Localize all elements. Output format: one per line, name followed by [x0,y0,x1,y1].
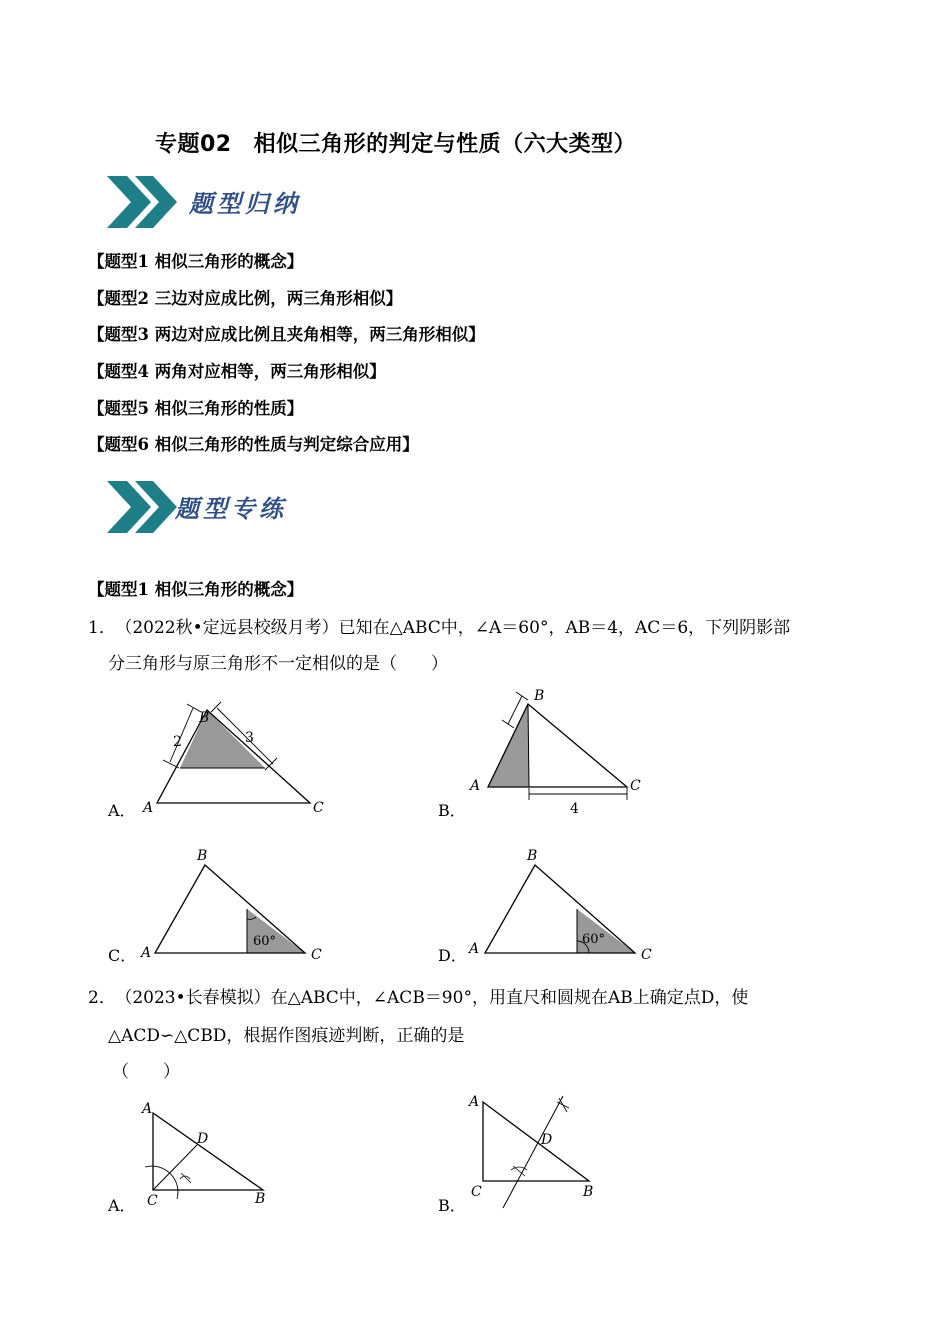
question-text: 在△ABC中，∠ACB＝90°，用直尺和圆规在AB上确定点D，使 [270,988,749,1008]
q1-figure-d[interactable] [465,845,665,970]
q1-figure-a[interactable] [135,700,335,825]
dimension-tick [502,720,514,728]
summary-banner [105,170,325,240]
question-1-line-1 [88,616,790,640]
option-a-label[interactable]: A． [108,801,136,820]
point-d: D [541,1132,553,1148]
list-item: 【题型3 两边对应成比例且夹角相等，两三角形相似】 [88,325,485,345]
answer-bracket: （ ） [112,1062,180,1082]
practice-banner [105,475,325,545]
summary-banner-text: 题型归纳 [189,189,301,218]
q1-figure-c[interactable] [135,845,335,970]
vertex-a: A [142,1101,153,1117]
list-item: 【题型6 相似三角形的性质与判定综合应用】 [88,435,419,455]
dimension-tick [163,760,179,768]
question-number: 2． [88,988,116,1008]
option-c-label[interactable]: C． [108,946,137,965]
angle-60: 60° [582,932,606,947]
question-text: 已知在△ABC中，∠A＝60°，AB＝4，AC＝6，下列阴影部 [338,618,791,638]
point-d: D [197,1131,209,1147]
length-2: 2 [173,734,182,750]
list-item: 【题型4 两角对应相等，两三角形相似】 [88,362,386,382]
perpendicular-line [503,1096,563,1208]
vertex-c: C [630,778,641,794]
section-heading: 【题型1 相似三角形的概念】 [88,580,304,599]
page-title [155,127,636,158]
vertex-a: A [141,945,152,961]
right-triangle [483,1102,589,1181]
length-3: 3 [245,730,254,746]
list-item: 【题型1 相似三角形的概念】 [88,252,304,271]
list-item: 【题型2 三边对应成比例，两三角形相似】 [88,288,403,308]
vertex-b: B [583,1184,594,1200]
vertex-b: B [534,688,545,704]
topic-title: 相似三角形的判定与性质（六大类型） [253,132,637,157]
vertex-b: B [255,1191,266,1207]
arc-mark [559,1098,567,1112]
question-2-line-2: △ACD∽△CBD，根据作图痕迹判断，正确的是 [108,1026,465,1046]
vertex-a: A [143,800,154,816]
vertex-c: C [471,1184,482,1200]
q1-figure-b[interactable] [462,682,652,817]
vertex-a: A [469,1094,480,1110]
option-b-label[interactable]: B． [438,1196,466,1215]
option-a-label[interactable]: A． [108,1196,136,1215]
vertex-c: C [641,947,652,963]
q2-figure-a[interactable] [135,1095,285,1215]
angle-60: 60° [253,934,277,949]
practice-banner-text: 题型专练 [175,494,287,523]
length-4: 4 [570,801,579,817]
question-2-line-1 [88,986,748,1010]
option-b-label[interactable]: B． [438,801,466,820]
vertex-a: A [470,778,481,794]
question-source: （2023•长春模拟） [123,988,271,1008]
vertex-b: B [527,848,538,864]
vertex-b: B [199,710,210,726]
question-1-line-2: 分三角形与原三角形不一定相似的是（ ） [108,654,448,674]
vertex-a: A [469,941,480,957]
vertex-b: B [197,848,208,864]
type-list [88,246,485,466]
vertex-c: C [147,1193,158,1209]
vertex-c: C [311,947,322,963]
list-item: 【题型5 相似三角形的性质】 [88,398,304,418]
option-d-label[interactable]: D． [438,946,467,965]
right-triangle [153,1113,263,1190]
topic-number: 专题02 [155,132,232,157]
q2-figure-b[interactable] [465,1088,615,1216]
question-number: 1． [88,618,116,638]
question-source: （2022秋•定远县校级月考） [123,618,339,638]
dimension-tick [516,692,528,700]
vertex-c: C [313,800,324,816]
